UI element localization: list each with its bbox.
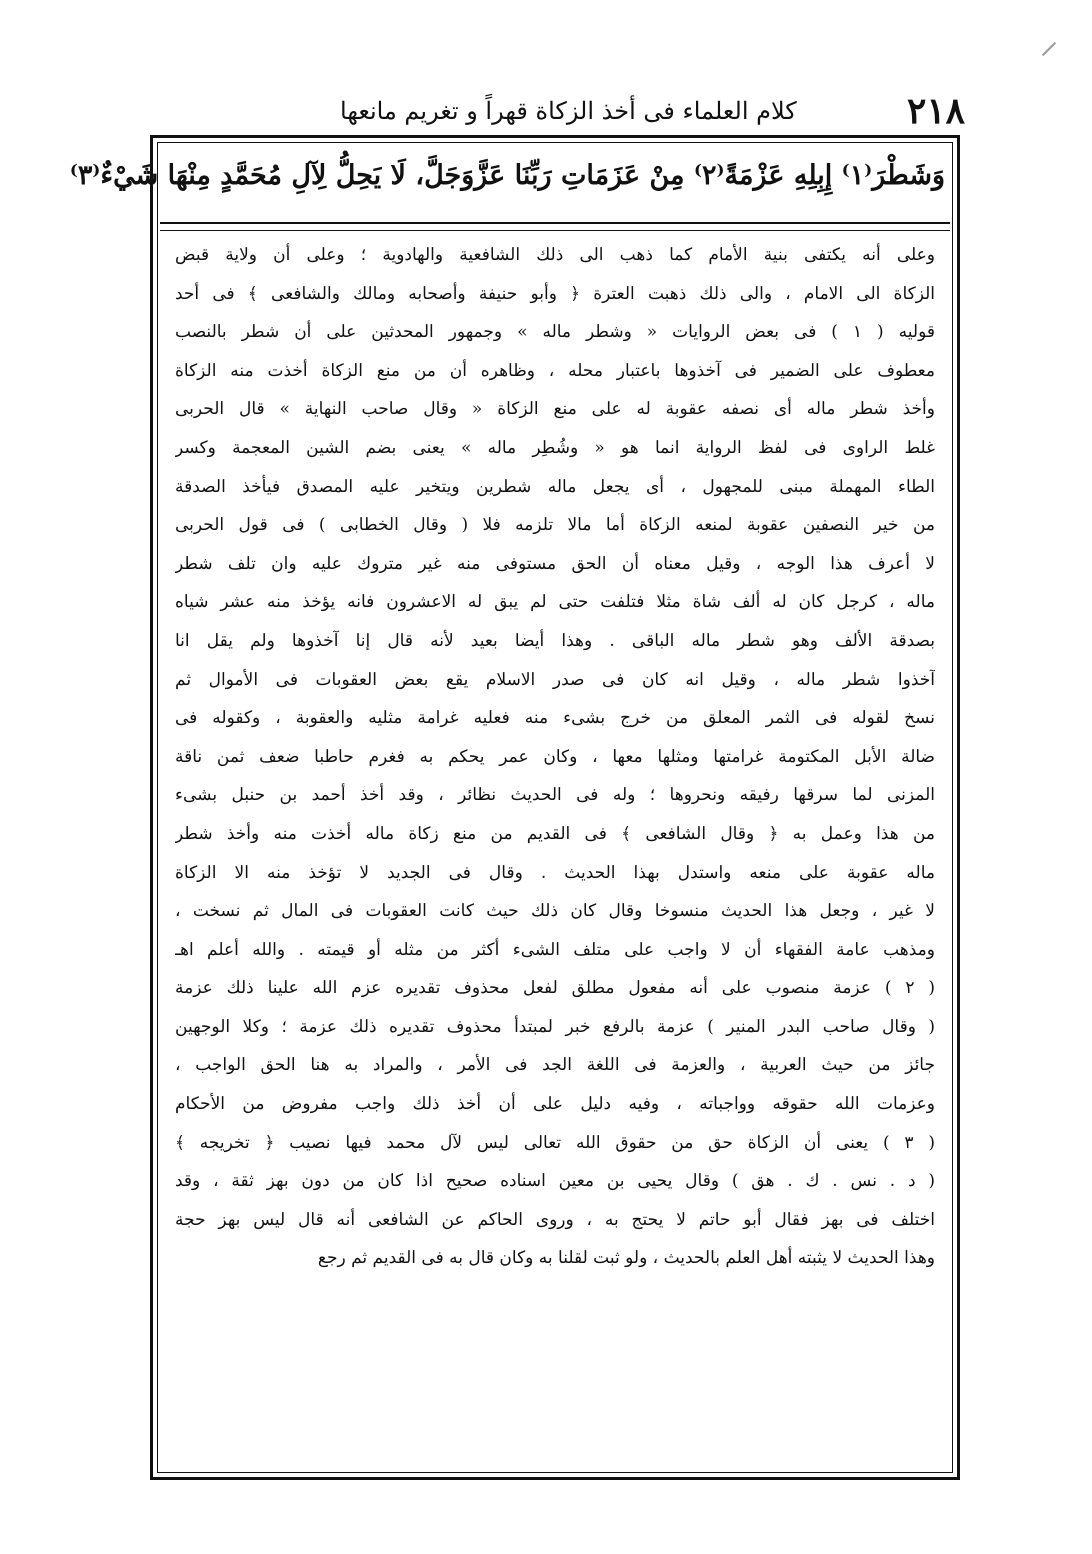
text-line: ( ٣ ) يعنى أن الزكاة حق من حقوق الله تعالى ليس لآل محمد فيها نصيب ﴿ تخريجه ﴾ <box>175 1132 935 1153</box>
text-line: وأخذ شطر ماله أى نصفه عقوبة له على منع الزكاة « وقال صاحب النهاية » قال الحربى <box>175 399 935 420</box>
text-line: آخذوا شطر ماله ، وقيل انه كان فى صدر الاسلام يقع بعض العقوبات فى الأموال ثم <box>175 669 935 690</box>
text-line: اختلف فى بهز فقال أبو حاتم لا يحتج به ، وروى الحاكم عن الشافعى أنه قال ليس بهز حجة <box>175 1209 935 1230</box>
text-line: لا أعرف هذا الوجه ، وقيل معناه أن الحق مستوفى منه غير متروك عليه وان تلف شطر <box>175 553 935 574</box>
text-line: وعلى أنه يكتفى بنية الأمام كما ذهب الى ذلك الشافعية والهادوية ؛ وعلى أن ولاية قبض <box>175 245 935 265</box>
text-line: وعزمات الله حقوقه وواجباته ، وفيه دليل على أن أخذ ذلك واجب مفروض من الأحكام <box>175 1094 935 1115</box>
text-line: ( د . نس . ك . هق ) وقال يحيى بن معين اسناده صحيح اذا كان من دون بهز ثقة ، وقد <box>175 1171 935 1192</box>
text-line: الزكاة الى الامام ، والى ذلك ذهبت العترة ﴿ وأبو حنيفة وأصحابه ومالك والشافعى ﴾ فى أحد <box>175 283 935 304</box>
text-line: ماله عقوبة على منعه واستدل بهذا الحديث . وقال فى الجديد لا تؤخذ منه الا الزكاة <box>175 862 935 883</box>
text-line: غلط الراوى فى لفظ الرواية انما هو « وشُطِر ماله » يعنى بضم الشين المعجمة وكسر <box>175 437 935 458</box>
text-line: ( وقال صاحب البدر المنير ) عزمة بالرفع خبر لمبتدأ محذوف تقديره ذلك عزمة ؛ وكلا الوجهين <box>175 1016 935 1037</box>
page-number: ٢١٨ <box>906 90 965 132</box>
text-line: نسخ لقوله فى الثمر المعلق من خرج بشىء منه فعليه غرامة مثليه والعقوبة ، وكقوله فى <box>175 708 935 729</box>
commentary-body <box>175 236 935 1278</box>
scan-mark <box>1042 42 1056 56</box>
page-header <box>340 86 965 136</box>
text-line: جائز من حيث العربية ، والعزمة فى اللغة الجد فى الأمر ، والمراد به هنا الحق الواجب ، <box>175 1055 935 1076</box>
double-rule-divider <box>160 222 950 231</box>
running-title: كلام العلماء فى أخذ الزكاة قهراً و تغريم مانعها <box>340 97 797 125</box>
text-line: من خير النصفين عقوبة لمنعه الزكاة أما مالا تلزمه فلا ( وقال الخطابى ) فى قول الحربى <box>175 515 935 536</box>
hadith-text: وَشَطْرَ⁽١⁾ إِبِلِهِ عَزْمَةً⁽٢⁾ مِنْ عَزَمَاتِ رَبِّنَا عَزَّوَجَلَّ، لَا يَحِلُّ لِآلِ مُحَمَّدٍ مِنْهَا شَيْءٌ⁽٣⁾ <box>69 160 945 191</box>
text-line: ومذهب عامة الفقهاء أن لا واجب على متلف الشىء أكثر من مثله أو قيمته . والله أعلم اهـ <box>175 939 935 960</box>
text-line: المزنى لما سرقها رفيقه ونحروها ؛ وله فى الحديث نظائر ، وقد أخذ أحمد بن حنبل بشىء <box>175 785 935 806</box>
text-line: قوليه ( ١ ) فى بعض الروايات « وشطر ماله » وجمهور المحدثين على أن شطر بالنصب <box>175 322 935 343</box>
text-line: ماله ، كرجل كان له ألف شاة مثلا فتلفت حتى لم يبق له الاعشرون فانه يؤخذ منه عشر شياه <box>175 592 935 613</box>
text-line: ضالة الأبل المكتومة غرامتها ومثلها معها ، وكان عمر يحكم به فغرم حاطبا ضعف ثمن ناقة <box>175 746 935 767</box>
text-line: معطوف على الضمير فى آخذوها باعتبار محله ، وظاهره أن من منع الزكاة أخذت منه الزكاة <box>175 360 935 381</box>
text-line: وهذا الحديث لا يثبته أهل العلم بالحديث ، ولو ثبت لقلنا به وكان قال به فى القديم ثم رجع <box>317 1248 935 1269</box>
text-line: لا غير ، وجعل هذا الحديث منسوخا وقال كان ذلك حيث كانت العقوبات فى المال ثم نسخت ، <box>175 901 935 922</box>
text-line: من هذا وعمل به ﴿ وقال الشافعى ﴾ فى القديم من منع زكاة ماله أخذت منه وأخذ شطر <box>175 823 935 844</box>
text-line: الطاء المهملة مبنى للمجهول ، أى يجعل ماله شطرين ويتخير عليه المصدق فيأخذ الصدقة <box>175 476 935 497</box>
text-line: بصدقة الألف وهو شطر ماله الباقى . وهذا أيضا بعيد لأنه قال إنا آخذوها ولم يقل انا <box>175 630 935 651</box>
text-line: ( ٢ ) عزمة منصوب على أنه مفعول مطلق لفعل محذوف تقديره عزم الله علينا ذلك عزمة <box>175 978 935 999</box>
